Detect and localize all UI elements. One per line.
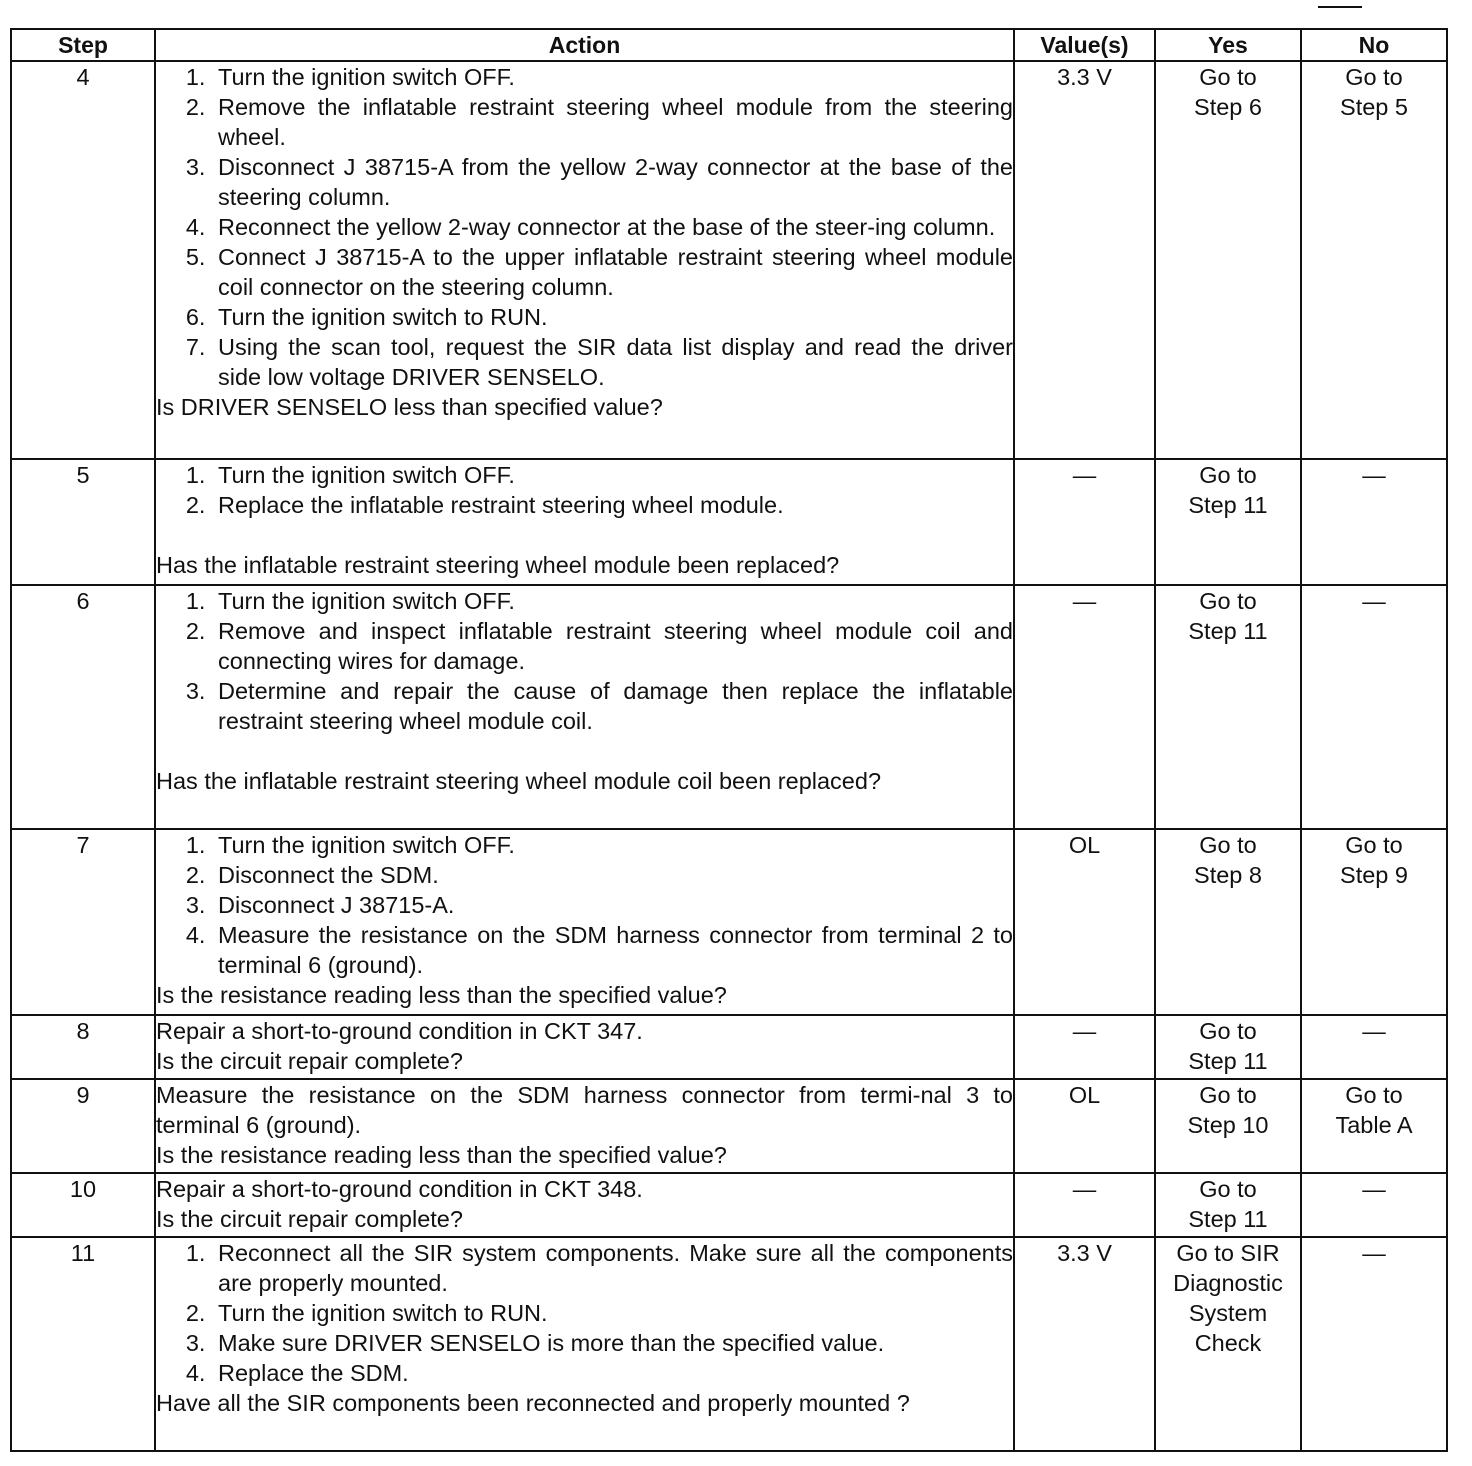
action-cell	[155, 61, 1014, 459]
action-steps	[156, 460, 1013, 520]
action-step: 3. Disconnect J 38715-A from the yellow 2-way connector at the base of the steering column.	[212, 152, 1013, 212]
spacer	[156, 736, 1013, 766]
action-step: 2. Disconnect the SDM.	[212, 860, 1013, 890]
yes-line: Step 6	[1194, 94, 1262, 120]
corner-mark	[1318, 6, 1362, 8]
value-cell: 3.3 V	[1014, 61, 1155, 459]
value-cell: —	[1014, 1173, 1155, 1237]
step-number: 7	[11, 829, 155, 1015]
action-step: 2. Replace the inflatable restraint steering wheel module.	[212, 490, 1013, 520]
header-no: No	[1301, 29, 1447, 61]
no-line: Step 9	[1340, 862, 1408, 888]
yes-line: Go to	[1199, 832, 1257, 858]
yes-line: Step 10	[1187, 1112, 1269, 1138]
no-line: —	[1362, 462, 1386, 488]
step-number: 9	[11, 1079, 155, 1173]
no-cell	[1301, 585, 1447, 829]
action-cell	[155, 1079, 1014, 1173]
action-step: 4. Reconnect the yellow 2-way connector at the base of the steer-ing column.	[212, 212, 1013, 242]
action-question: Has the inflatable restraint steering wheel module coil been replaced?	[156, 768, 882, 794]
yes-line: Step 11	[1188, 492, 1268, 518]
action-steps	[156, 1238, 1013, 1388]
no-cell	[1301, 1237, 1447, 1451]
table-row	[11, 61, 1447, 459]
action-question: Is the circuit repair complete?	[156, 1048, 463, 1074]
action-step: 3. Determine and repair the cause of damage then replace the inflatable restraint steering wheel module coil.	[212, 676, 1013, 736]
action-question: Have all the SIR components been reconnected and properly mounted ?	[156, 1390, 910, 1416]
value-cell: —	[1014, 459, 1155, 585]
action-step: 5. Connect J 38715-A to the upper inflatable restraint steering wheel module coil connector on the steering column.	[212, 242, 1013, 302]
no-cell	[1301, 459, 1447, 585]
yes-cell	[1155, 1173, 1301, 1237]
yes-cell	[1155, 61, 1301, 459]
yes-cell	[1155, 1015, 1301, 1079]
action-step: 2. Turn the ignition switch to RUN.	[212, 1298, 1013, 1328]
yes-line: Go to	[1199, 1018, 1257, 1044]
action-steps	[156, 586, 1013, 736]
action-question: Is the resistance reading less than the specified value?	[156, 1142, 727, 1168]
action-step: 3. Disconnect J 38715-A.	[212, 890, 1013, 920]
action-cell	[155, 459, 1014, 585]
yes-line: Diagnostic	[1173, 1270, 1283, 1296]
step-number: 11	[11, 1237, 155, 1451]
action-question: Is the resistance reading less than the specified value?	[156, 982, 727, 1008]
action-question: Is the circuit repair complete?	[156, 1206, 463, 1232]
action-cell	[155, 829, 1014, 1015]
action-step: 4. Measure the resistance on the SDM harness connector from terminal 2 to terminal 6 (ground).	[212, 920, 1013, 980]
header-step: Step	[11, 29, 155, 61]
action-cell	[155, 1173, 1014, 1237]
action-steps	[156, 62, 1013, 392]
yes-cell	[1155, 829, 1301, 1015]
action-step: 1. Turn the ignition switch OFF.	[212, 830, 1013, 860]
no-line: —	[1362, 1176, 1386, 1202]
table-row	[11, 1173, 1447, 1237]
step-number: 5	[11, 459, 155, 585]
step-number: 6	[11, 585, 155, 829]
table-row	[11, 829, 1447, 1015]
value-cell: —	[1014, 585, 1155, 829]
action-text: Measure the resistance on the SDM harness connector from termi-nal 3 to terminal 6 (ground).	[156, 1082, 1013, 1138]
yes-cell	[1155, 1237, 1301, 1451]
no-cell	[1301, 61, 1447, 459]
no-cell	[1301, 1173, 1447, 1237]
action-step: 1. Turn the ignition switch OFF.	[212, 460, 1013, 490]
spacer	[156, 520, 1013, 550]
table-row	[11, 459, 1447, 585]
no-line: —	[1362, 1018, 1386, 1044]
step-number: 8	[11, 1015, 155, 1079]
yes-cell	[1155, 459, 1301, 585]
value-cell: OL	[1014, 829, 1155, 1015]
value-cell: OL	[1014, 1079, 1155, 1173]
action-cell	[155, 1237, 1014, 1451]
yes-line: Check	[1194, 1330, 1262, 1356]
yes-cell	[1155, 1079, 1301, 1173]
no-cell	[1301, 829, 1447, 1015]
yes-cell	[1155, 585, 1301, 829]
action-steps	[156, 830, 1013, 980]
header-row	[11, 29, 1447, 61]
action-step: 1. Turn the ignition switch OFF.	[212, 62, 1013, 92]
table-row	[11, 585, 1447, 829]
yes-line: Step 11	[1188, 1206, 1268, 1232]
action-question: Is DRIVER SENSELO less than specified value?	[156, 394, 663, 420]
yes-line: System	[1188, 1300, 1268, 1326]
no-line: —	[1362, 1240, 1386, 1266]
step-number: 10	[11, 1173, 155, 1237]
yes-line: Go to	[1199, 462, 1257, 488]
no-line: Go to	[1345, 1082, 1403, 1108]
action-cell	[155, 1015, 1014, 1079]
yes-line: Go to	[1199, 64, 1257, 90]
action-cell	[155, 585, 1014, 829]
header-values: Value(s)	[1014, 29, 1155, 61]
action-step: 4. Replace the SDM.	[212, 1358, 1013, 1388]
yes-line: Step 11	[1188, 618, 1268, 644]
action-step: 2. Remove and inspect inflatable restraint steering wheel module coil and connecting wires for damage.	[212, 616, 1013, 676]
value-cell: —	[1014, 1015, 1155, 1079]
no-line: —	[1362, 588, 1386, 614]
header-action: Action	[155, 29, 1014, 61]
no-line: Go to	[1345, 832, 1403, 858]
yes-line: Go to	[1199, 1082, 1257, 1108]
action-text: Repair a short-to-ground condition in CKT 348.	[156, 1176, 643, 1202]
no-cell	[1301, 1015, 1447, 1079]
table-row	[11, 1237, 1447, 1451]
yes-line: Go to	[1199, 588, 1257, 614]
table-row	[11, 1015, 1447, 1079]
no-line: Go to	[1345, 64, 1403, 90]
yes-line: Go to SIR	[1176, 1240, 1280, 1266]
action-step: 6. Turn the ignition switch to RUN.	[212, 302, 1013, 332]
no-line: Table A	[1335, 1112, 1413, 1138]
step-number: 4	[11, 61, 155, 459]
value-cell: 3.3 V	[1014, 1237, 1155, 1451]
no-cell	[1301, 1079, 1447, 1173]
table-row	[11, 1079, 1447, 1173]
yes-line: Step 8	[1194, 862, 1262, 888]
yes-line: Go to	[1199, 1176, 1257, 1202]
action-question: Has the inflatable restraint steering wheel module been replaced?	[156, 552, 840, 578]
action-text: Repair a short-to-ground condition in CKT 347.	[156, 1018, 643, 1044]
diagnostic-table	[10, 28, 1448, 1452]
action-step: 2. Remove the inflatable restraint steering wheel module from the steering wheel.	[212, 92, 1013, 152]
no-line: Step 5	[1340, 94, 1408, 120]
action-step: 1. Turn the ignition switch OFF.	[212, 586, 1013, 616]
header-yes: Yes	[1155, 29, 1301, 61]
action-step: 3. Make sure DRIVER SENSELO is more than the specified value.	[212, 1328, 1013, 1358]
action-step: 1. Reconnect all the SIR system components. Make sure all the components are properly mounted.	[212, 1238, 1013, 1298]
action-step: 7. Using the scan tool, request the SIR data list display and read the driver side low voltage DRIVER SENSELO.	[212, 332, 1013, 392]
yes-line: Step 11	[1188, 1048, 1268, 1074]
